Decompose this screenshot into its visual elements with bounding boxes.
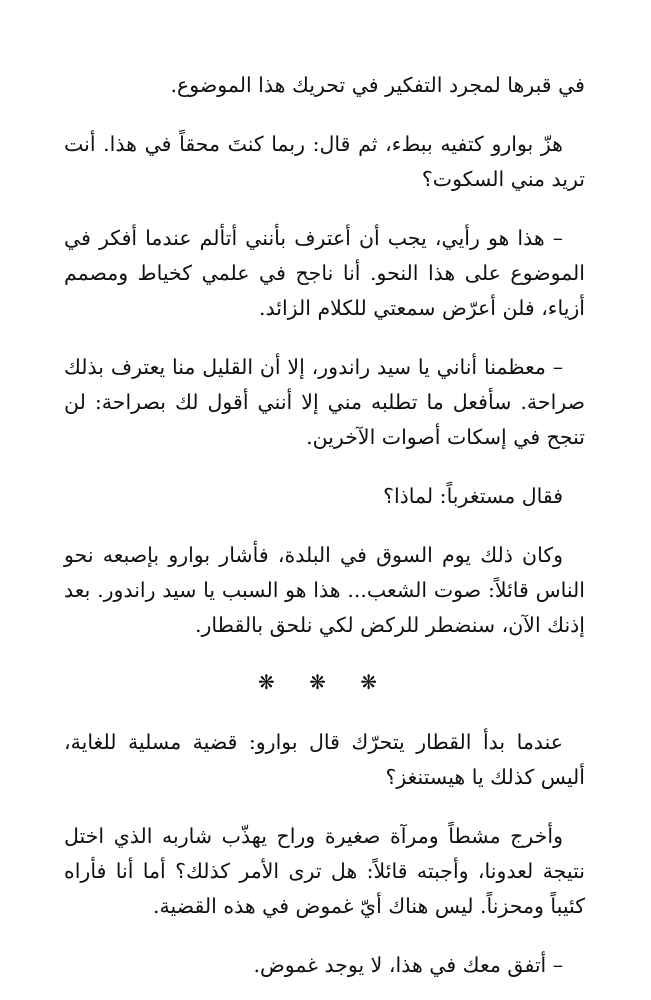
paragraph-8: وأخرج مشطاً ومرآة صغيرة وراح يهذّب شاربه الذي اختل نتيجة لعدونا، وأجبته قائلاً: هل ترى الأمر كذلك؟ أما أنا فأراه كئيباً ومحزناً. ليس هناك أيّ غموض في هذه القضية. bbox=[64, 824, 585, 918]
paragraph-6: وكان ذلك يوم السوق في البلدة، فأشار بوارو بإصبعه نحو الناس قائلاً: صوت الشعب... هذا هو السبب يا سيد راندور. بعد إذنك الآن، سنضطر للركض لكي نلحق بالقطار. bbox=[64, 543, 585, 637]
section-separator: ❋ ❋ ❋ bbox=[258, 670, 391, 694]
paragraph-7: عندما بدأ القطار يتحرّك قال بوارو: قضية مسلية للغاية، أليس كذلك يا هيستنغز؟ bbox=[64, 730, 585, 789]
paragraph-1: في قبرها لمجرد التفكير في تحريك هذا الموضوع. bbox=[170, 73, 585, 97]
paragraph-9: – أتفق معك في هذا، لا يوجد غموض. bbox=[253, 953, 563, 977]
paragraph-4: – معظمنا أناني يا سيد راندور، إلا أن القليل منا يعترف بذلك صراحة. سأفعل ما تطلبه مني إلا أنني أقول لك بصراحة: لن تنجح في إسكات أصوات الآخرين. bbox=[64, 355, 585, 449]
paragraph-3: – هذا هو رأيي، يجب أن أعترف بأنني أتألم عندما أفكر في الموضوع على هذا النحو. أنا ناجح في علمي كخياط ومصمم أزياء، فلن أعرّض سمعتي للكلام الزائد. bbox=[64, 226, 585, 320]
paragraph-2: هزّ بوارو كتفيه ببطء، ثم قال: ربما كنتَ محقاً في هذا. أنت تريد مني السكوت؟ bbox=[64, 132, 585, 191]
paragraph-5: فقال مستغرباً: لماذا؟ bbox=[383, 484, 563, 508]
